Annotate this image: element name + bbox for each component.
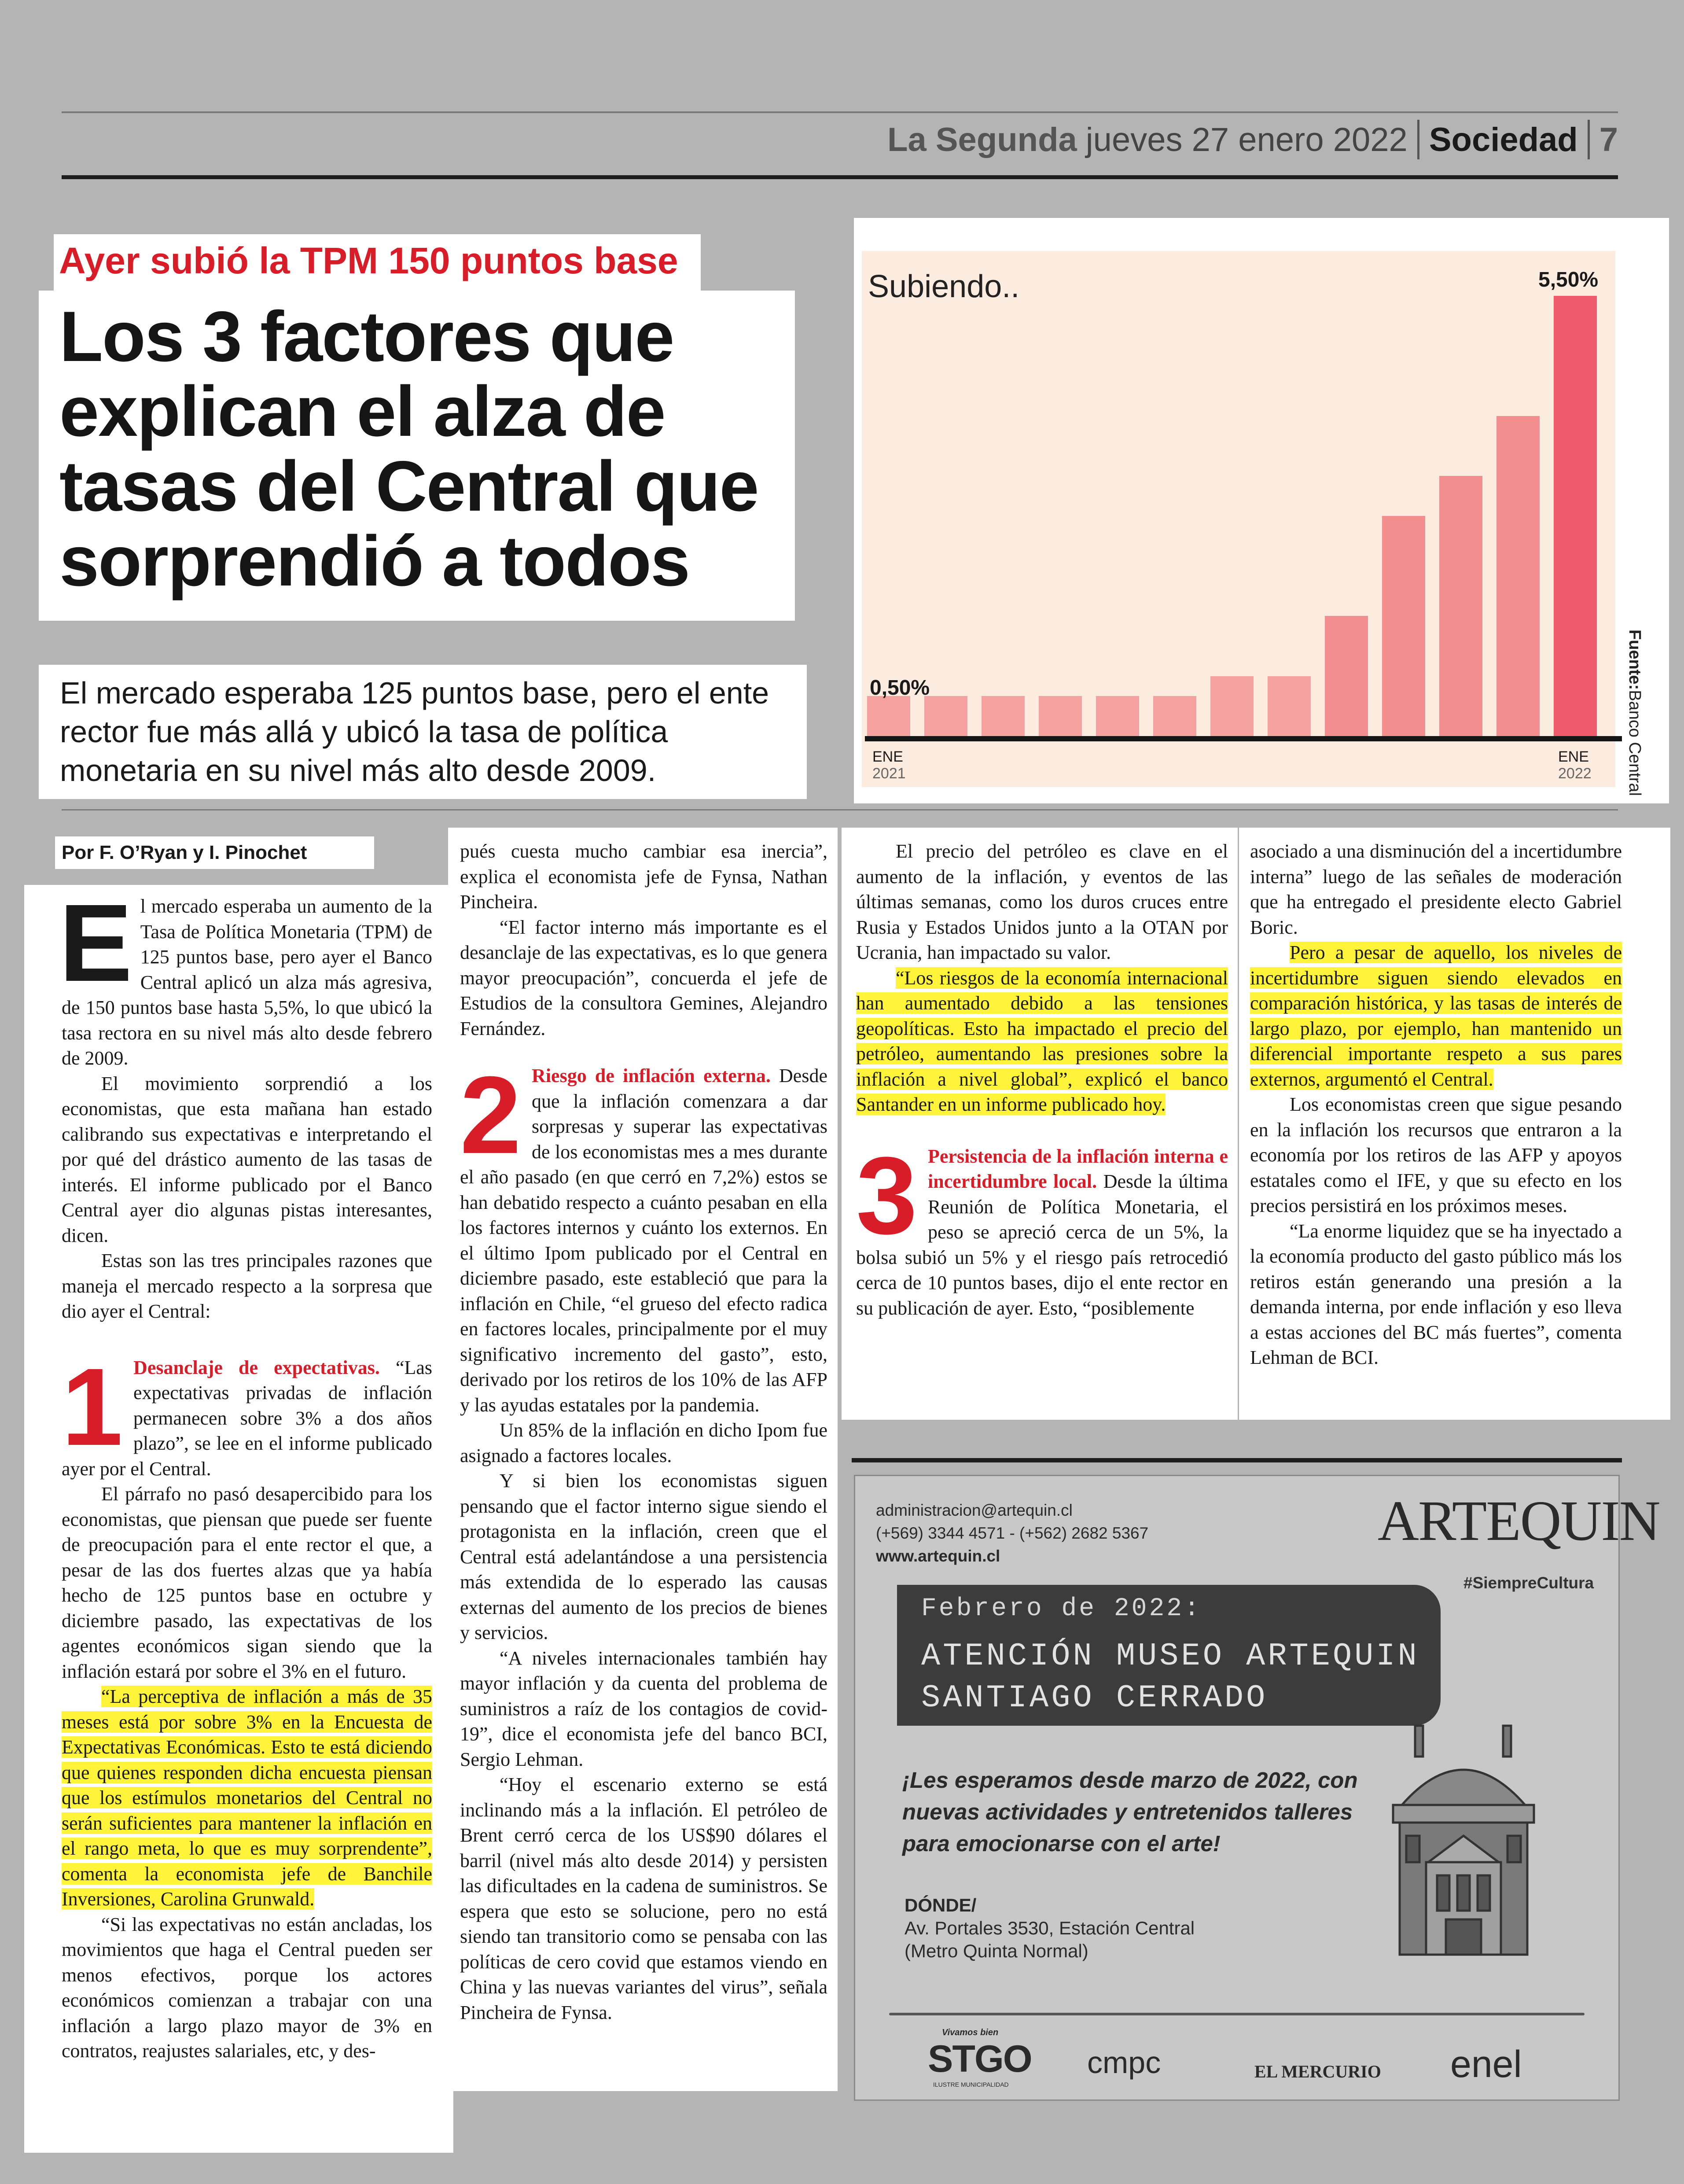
chart-source-name: Banco Central <box>1625 690 1644 796</box>
factor-3 <box>856 1134 1228 1321</box>
paragraph-text: “Las expectativas privadas de inflación permanecen sobre 3% a dos años plazo”, se lee en el informe publicado ayer por el Central. <box>62 1356 433 1480</box>
factor-2 <box>460 1053 827 1418</box>
chart-bar <box>1325 616 1368 736</box>
start-value-label: 0,50% <box>870 676 930 700</box>
el-mercurio-logo: EL MERCURIO <box>1254 2062 1381 2081</box>
end-value-label: 5,50% <box>1538 268 1599 291</box>
masthead <box>887 115 1618 164</box>
ad-phones: (+569) 3344 4571 - (+562) 2682 5367 <box>876 1524 1149 1542</box>
paragraph <box>856 965 1228 1117</box>
paragraph: Un 85% de la inflación en dicho Ipom fue asignado a factores locales. <box>460 1419 827 1466</box>
x-label-start-month: ENE <box>872 748 903 765</box>
paragraph-text: Desde que la inflación comenzara a dar sorpresas y superar las expectativas de los economistas mes a mes durante el año pasado (en que cerró en 7,2%) estos se han debatido respecto a cuánto pesaban en ella los factores internos y cuánto los externos. En el último Ipom publicado por el Central en diciembre pasado, este estableció que para la inflación en Chile, “el grueso del efecto radica en factores locales, principalmente por el muy significativo incremento del gasto”, esto, derivado por los retiros de los 10% de las AFP y las ayudas estatales por la pandemia. <box>460 1065 827 1416</box>
paragraph: Los economistas creen que sigue pesando en la inflación los recursos que entraron a la economía por los retiros de las AFP y apoyos estatales como el IFE, y que su efecto en los precios persistirá en los próximos meses. <box>1250 1094 1622 1216</box>
ad-banner-line-1: ATENCIÓN MUSEO ARTEQUIN <box>921 1638 1419 1674</box>
ad-contact <box>876 1499 1148 1568</box>
chart-bar <box>1382 516 1425 736</box>
chart-bar <box>867 696 910 736</box>
masthead-section: Sociedad <box>1429 121 1578 158</box>
stgo-subtitle: ILUSTRE MUNICIPALIDAD <box>933 2081 1009 2088</box>
highlighted-quote: “Los riesgos de la economía internacional han aumentado debido a las tensiones geopolíticas. Esto ha impactado el precio del petróleo, aumentando las presiones sobre la inflación a nivel global”, explicó el banco Santander en un informe publicado hoy. <box>856 967 1228 1115</box>
ad-address-1: Av. Portales 3530, Estación Central <box>905 1918 1195 1938</box>
artequin-logo: ARTEQUIN <box>1378 1489 1660 1553</box>
column-1 <box>59 881 433 2064</box>
ad-website[interactable]: www.artequin.cl <box>876 1547 1000 1565</box>
ad-address-2: (Metro Quinta Normal) <box>905 1941 1088 1961</box>
paragraph: El párrafo no pasó desapercibido para los economistas, que piensan que puede ser fuente de preocupación para el ente rector el que, a pesar de las dos fuertes alzas que ya había hecho de 125 puntos base en octubre y diciembre pasado, las expectativas de los agentes económicos sigan siendo que la inflación estará por sobre el 3% en el futuro. <box>62 1483 432 1682</box>
factor-title: Desanclaje de expectativas. <box>133 1356 380 1378</box>
x-label-start-year: 2021 <box>872 765 906 782</box>
paragraph: El precio del petróleo es clave en el aumento de la inflación, y eventos de las últimas semanas, como los duros cruces entre Rusia y Estados Unidos junto a la OTAN por Ucrania, han impactado su valor. <box>856 840 1228 963</box>
paragraph: “Hoy el escenario externo se está inclinando más a la inflación. El petróleo de Brent cerró cerca de los US$90 dólares el barril (nivel más alto desde 2014) y persisten las dificultades en la cadena de suministros. Se espera que esto se solucione, pero no está siendo tan transitorio como se pensaba con las políticas de cero covid que estamos viendo en China y las nuevas variantes del virus”, señala Pincheira de Fynsa. <box>460 1774 827 2023</box>
chart-bar <box>1554 296 1597 736</box>
paragraph: Y si bien los economistas siguen pensando que el factor interno sigue siendo el protagonista en la inflación, creen que el Central está adelantándose a una persistencia más extendida de lo esperado las causas externas del aumento de los precios de bienes y servicios. <box>460 1470 827 1643</box>
chart-bar <box>1439 476 1482 736</box>
masthead-date: jueves 27 enero 2022 <box>1085 121 1408 158</box>
x-label-end <box>1558 748 1592 782</box>
x-label-start <box>872 748 906 782</box>
paragraph-text: l mercado esperaba un aumento de la Tasa de Política Monetaria (TPM) de 125 puntos base, pero ayer el Banco Central aplicó un alza más agresiva, de 150 puntos base hasta 5,5%, lo que ubicó la tasa rectora en su nivel más alto desde febrero de 2009. <box>62 895 432 1069</box>
paragraph: pués cuesta mucho cambiar esa inercia”, explica el economista jefe de Fynsa, Nathan Pincheira. <box>460 840 827 913</box>
factor-title: Riesgo de inflación externa. <box>532 1065 771 1086</box>
chart-bar <box>1210 676 1254 736</box>
paragraph: “La enorme liquidez que se ha inyectado a la economía producto del gasto público más los retiros están generando una presión a la demanda interna, por ende inflación y eso lleva a estas acciones del BC más fuertes”, comenta Lehman de BCI. <box>1250 1220 1622 1368</box>
highlighted-quote: Pero a pesar de aquello, los niveles de incertidumbre siguen siendo elevados en comparación histórica, y las tasas de interés de largo plazo, por ejemplo, han mantenido un diferencial importante respeto a sus pares externos, argumentó el Central. <box>1250 942 1622 1090</box>
museum-building-icon <box>1375 1717 1552 1963</box>
masthead-separator <box>1417 120 1419 159</box>
chart-bar <box>1496 416 1540 736</box>
chart-source-label: Fuente: <box>1625 630 1644 690</box>
masthead-brand: La Segunda <box>887 121 1077 158</box>
chart-title: Subiendo.. <box>868 269 1020 304</box>
kicker-box <box>54 234 701 291</box>
section-rule <box>62 809 1618 810</box>
x-label-end-month: ENE <box>1558 748 1589 765</box>
ad-banner-headline <box>921 1635 1419 1719</box>
chart-bar <box>1096 696 1139 736</box>
paragraph <box>59 881 432 1071</box>
chart-bar <box>1039 696 1082 736</box>
ad-banner-line-2: SANTIAGO CERRADO <box>921 1680 1268 1716</box>
paragraph: El movimiento sorprendió a los economistas, que esta mañana han estado calibrando sus expectativas e interpretando el por qué del drástico aumento de las tasas de interés. El informe publicado por el Banco Central ayer dio algunas pistas interesantes, dicen. <box>62 1072 432 1246</box>
paragraph-text: Desde la última Reunión de Política Monetaria, el peso se apreció cerca de un 5%, la bolsa subió un 5% y el riesgo país retrocedió cerca de 10 puntos bases, dijo el ente rector en su publicación de ayer. Esto, “posiblemente <box>856 1171 1228 1319</box>
column-2 <box>460 839 827 2025</box>
factor-number: 3 <box>856 1134 918 1257</box>
factor-number: 2 <box>460 1053 522 1176</box>
page-number: 7 <box>1599 121 1618 158</box>
factor-1 <box>62 1345 433 1482</box>
ad-message: ¡Les esperamos desde marzo de 2022, con nuevas actividades y entretenidos talleres para emocionarse con el arte! <box>902 1768 1358 1856</box>
highlighted-quote: “La perceptiva de inflación a más de 35 meses está por sobre 3% en la Encuesta de Expectativas Económicas. Esto te está diciendo que quienes responden dicha encuesta piensan que los estímulos monetarios del Central no serán suficientes para mantener la inflación en el rango meta, lo que es muy sorprendente”, comenta la economista jefe de Banchile Inversiones, Carolina Grunwald. <box>62 1686 432 1910</box>
paragraph: Estas son las tres principales razones que maneja el mercado respecto a la sorpresa que dio ayer el Central: <box>62 1250 432 1322</box>
paragraph: “A niveles internacionales también hay mayor inflación y da cuenta del problema de suministros a raíz de los contagios de covid-19”, dice el economista jefe del banco BCI, Sergio Lehman. <box>460 1647 827 1770</box>
ad-banner-date: Febrero de 2022: <box>921 1595 1202 1623</box>
chart-bar <box>1268 676 1311 736</box>
paragraph: “Si las expectativas no están ancladas, los movimientos que haga el Central pueden ser menos efectivos, porque los actores económicos comienzan a trabajar con una inflación a largo plazo mayor de 3% en contratos, reajustes salariales, etc, y des- <box>62 1913 432 2062</box>
ad-email[interactable]: administracion@artequin.cl <box>876 1501 1073 1519</box>
factor-title: Persistencia de la inflación interna e incertidumbre local. <box>928 1145 1228 1192</box>
paragraph: asociado a una disminución del a incertidumbre interna” luego de las señales de moderación que ha entregado el presidente electo Gabriel Boric. <box>1250 840 1622 938</box>
ad-banner <box>897 1585 1441 1726</box>
x-label-end-year: 2022 <box>1558 765 1592 782</box>
stgo-logo: STGO <box>928 2038 1032 2080</box>
cmpc-logo: cmpc <box>1087 2045 1161 2080</box>
factor-number: 1 <box>62 1345 123 1468</box>
chart-bar <box>982 696 1025 736</box>
header-rule-top <box>62 111 1618 113</box>
column-3 <box>856 839 1228 1321</box>
stgo-tagline: Vivamos bien <box>942 2028 999 2037</box>
ad-location <box>905 1894 1195 1963</box>
headline: Los 3 factores que explican el alza de tasas del Central que sorprendió a todos <box>59 297 758 601</box>
chart-bar <box>1153 696 1196 736</box>
deck: El mercado esperaba 125 puntos base, pero el ente rector fue más allá y ubicó la tasa de política monetaria en su nivel más alto desde 2009. <box>60 676 769 788</box>
paragraph <box>62 1684 432 1912</box>
chart-source <box>1625 630 1644 796</box>
ad-where-label: DÓNDE/ <box>905 1895 977 1915</box>
drop-cap: E <box>59 881 132 1004</box>
chart-axis <box>865 736 1622 741</box>
paragraph <box>1250 940 1622 1092</box>
column-4 <box>1250 839 1622 1370</box>
chart-bar <box>924 696 967 736</box>
header-rule-bottom <box>62 175 1618 179</box>
byline: Por F. O’Ryan y I. Pinochet <box>62 842 307 863</box>
ad-divider <box>889 2013 1585 2015</box>
masthead-separator <box>1588 120 1590 159</box>
ad-rule <box>852 1458 1622 1462</box>
ad-hashtag: #SiempreCultura <box>1463 1574 1594 1592</box>
kicker: Ayer subió la TPM 150 puntos base <box>59 240 678 281</box>
paragraph: “El factor interno más importante es el desanclaje de las expectativas, es lo que genera mayor preocupación”, concuerda el jefe de Estudios de la consultora Gemines, Alejandro Fernández. <box>460 916 827 1039</box>
enel-logo: enel <box>1450 2043 1522 2085</box>
